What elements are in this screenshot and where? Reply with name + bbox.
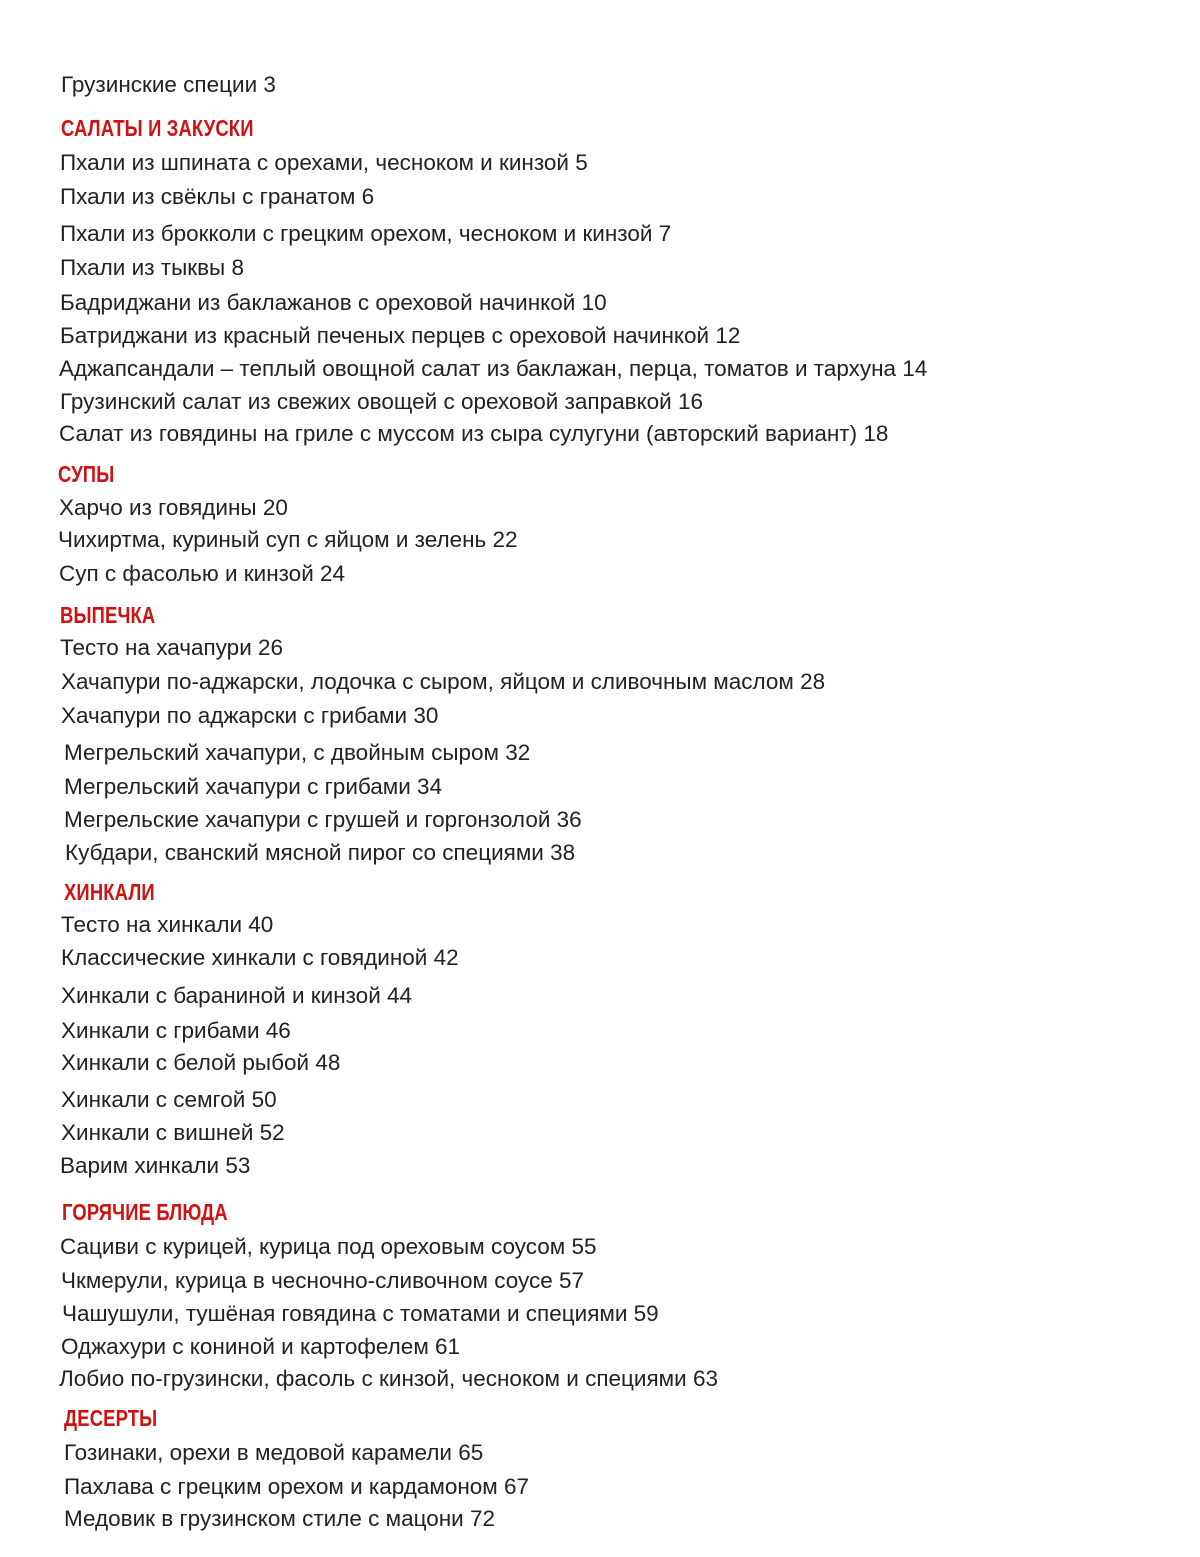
toc-item[interactable]: Харчо из говядины 20 [59, 495, 288, 520]
toc-item[interactable]: Хинкали с семгой 50 [61, 1087, 277, 1112]
toc-item[interactable]: Классические хинкали с говядиной 42 [61, 945, 459, 970]
toc-item[interactable]: Сациви с курицей, курица под ореховым соусом 55 [60, 1234, 597, 1259]
section-heading-salads: САЛАТЫ И ЗАКУСКИ [61, 115, 254, 141]
toc-intro-item[interactable]: Грузинские специи 3 [61, 72, 276, 97]
toc-item[interactable]: Чкмерули, курица в чесночно-сливочном соусе 57 [61, 1268, 585, 1293]
toc-item[interactable]: Мегрельский хачапури с грибами 34 [64, 774, 443, 799]
section-heading-soups: СУПЫ [58, 461, 115, 487]
toc-item[interactable]: Салат из говядины на гриле с муссом из сыра сулугуни (авторский вариант) 18 [59, 421, 889, 446]
toc-item[interactable]: Кубдари, сванский мясной пирог со специями 38 [65, 840, 576, 865]
toc-item[interactable]: Грузинский салат из свежих овощей с ореховой заправкой 16 [60, 389, 704, 414]
toc-item[interactable]: Аджапсандали – теплый овощной салат из баклажан, перца, томатов и тархуна 14 [59, 356, 928, 381]
toc-item[interactable]: Оджахури с кониной и картофелем 61 [61, 1334, 461, 1359]
section-heading-khinkali: ХИНКАЛИ [64, 879, 155, 905]
toc-item[interactable]: Чихиртма, куриный суп с яйцом и зелень 22 [58, 527, 518, 552]
toc-item[interactable]: Варим хинкали 53 [60, 1153, 251, 1178]
toc-item[interactable]: Чашушули, тушёная говядина с томатами и специями 59 [62, 1301, 659, 1326]
toc-item[interactable]: Хинкали с вишней 52 [61, 1120, 285, 1145]
section-heading-pastry: ВЫПЕЧКА [60, 602, 156, 628]
toc-item[interactable]: Пахлава с грецким орехом и кардамоном 67 [64, 1474, 530, 1499]
toc-item[interactable]: Пхали из брокколи с грецким орехом, чесноком и кинзой 7 [60, 221, 672, 246]
toc-item[interactable]: Хинкали с бараниной и кинзой 44 [61, 983, 413, 1008]
toc-item[interactable]: Мегрельский хачапури, с двойным сыром 32 [64, 740, 531, 765]
toc-item[interactable]: Медовик в грузинском стиле с мацони 72 [64, 1506, 496, 1531]
toc-item[interactable]: Хачапури по аджарски с грибами 30 [61, 703, 439, 728]
toc-item[interactable]: Пхали из свёклы с гранатом 6 [60, 184, 375, 209]
toc-item[interactable]: Пхали из тыквы 8 [60, 255, 244, 280]
toc-item[interactable]: Бадриджани из баклажанов с ореховой начинкой 10 [60, 290, 607, 315]
toc-item[interactable]: Тесто на хачапури 26 [60, 635, 284, 660]
toc-item[interactable]: Хачапури по-аджарски, лодочка с сыром, яйцом и сливочным маслом 28 [61, 669, 826, 694]
toc-item[interactable]: Хинкали с белой рыбой 48 [61, 1050, 341, 1075]
toc-item[interactable]: Батриджани из красный печеных перцев с ореховой начинкой 12 [60, 323, 741, 348]
toc-item[interactable]: Пхали из шпината с орехами, чесноком и кинзой 5 [60, 150, 588, 175]
section-heading-hot-dishes: ГОРЯЧИЕ БЛЮДА [62, 1199, 228, 1225]
section-heading-desserts: ДЕСЕРТЫ [64, 1405, 158, 1431]
toc-item[interactable]: Лобио по-грузински, фасоль с кинзой, чесноком и специями 63 [59, 1366, 718, 1391]
toc-item[interactable]: Тесто на хинкали 40 [61, 912, 274, 937]
toc-item[interactable]: Суп с фасолью и кинзой 24 [59, 561, 346, 586]
toc-item[interactable]: Гозинаки, орехи в медовой карамели 65 [64, 1440, 484, 1465]
toc-item[interactable]: Хинкали с грибами 46 [61, 1018, 291, 1043]
toc-item[interactable]: Мегрельские хачапури с грушей и горгонзолой 36 [64, 807, 582, 832]
